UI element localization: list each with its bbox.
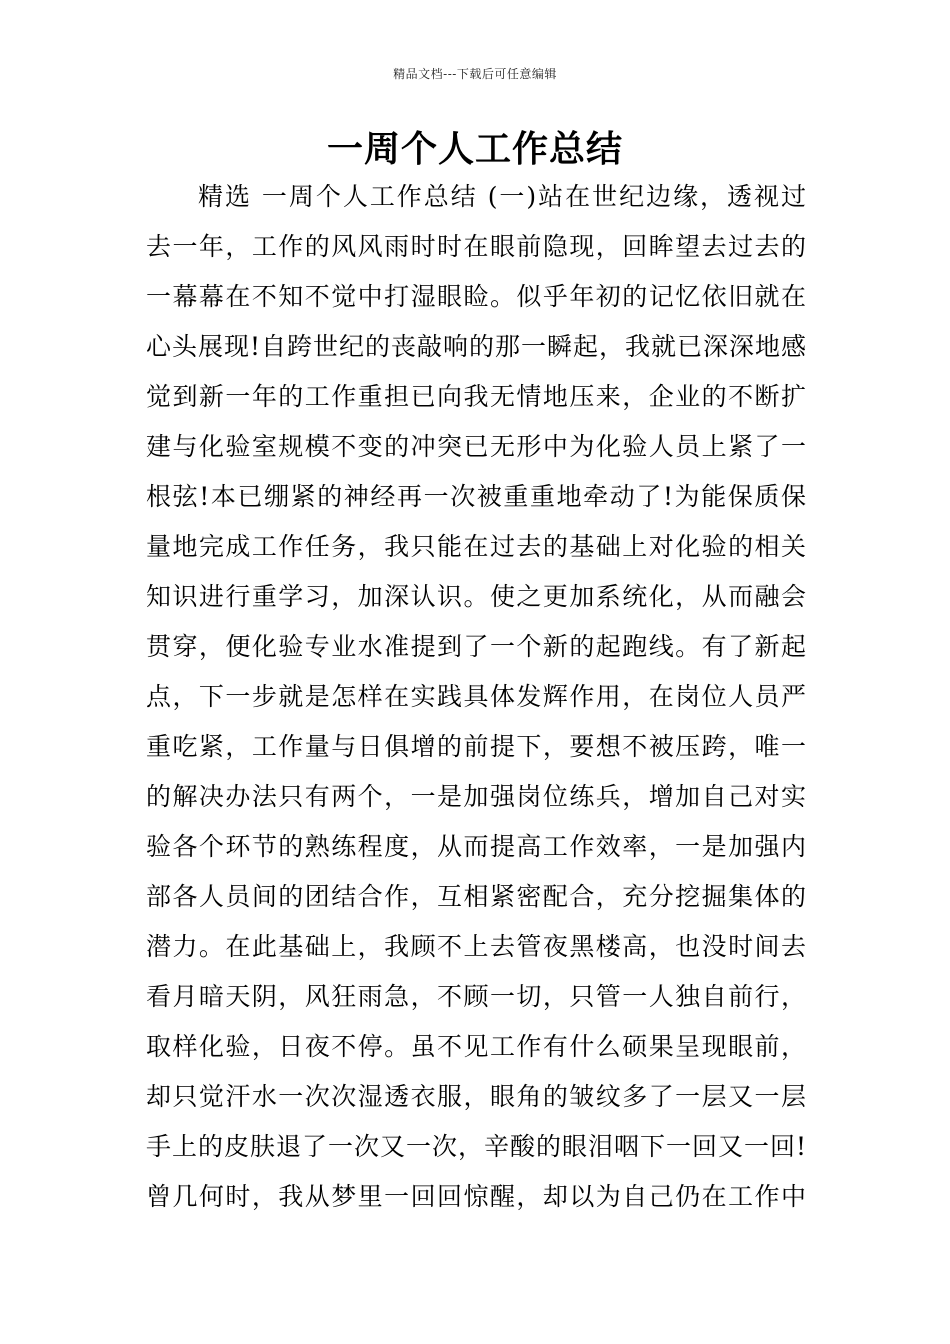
document-title: 一周个人工作总结 bbox=[326, 129, 623, 170]
paragraph-line: 曾几何时，我从梦里一回回惊醒，却以为自己仍在工作中 bbox=[146, 1182, 806, 1211]
paragraph-line: 点，下一步就是怎样在实践具体发辉作用，在岗位人员严 bbox=[146, 682, 806, 711]
paragraph-line: 根弦!本已绷紧的神经再一次被重重地牵动了!为能保质保 bbox=[146, 482, 806, 511]
paragraph-line: 觉到新一年的工作重担已向我无情地压来，企业的不断扩 bbox=[146, 382, 806, 411]
paragraph-line: 精选 一周个人工作总结 (一)站在世纪边缘，透视过 bbox=[198, 182, 806, 211]
paragraph-line: 潜力。在此基础上，我顾不上去管夜黑楼高，也没时间去 bbox=[146, 932, 806, 961]
paragraph-line: 去一年，工作的风风雨时时在眼前隐现，回眸望去过去的 bbox=[146, 232, 806, 261]
paragraph-line: 看月暗天阴，风狂雨急，不顾一切，只管一人独自前行， bbox=[146, 982, 806, 1011]
paragraph-line: 心头展现!自跨世纪的丧敲响的那一瞬起，我就已深深地感 bbox=[146, 332, 806, 361]
paragraph-line: 贯穿，便化验专业水准提到了一个新的起跑线。有了新起 bbox=[146, 632, 806, 661]
paragraph-line: 量地完成工作任务，我只能在过去的基础上对化验的相关 bbox=[146, 532, 806, 561]
paragraph-line: 手上的皮肤退了一次又一次，辛酸的眼泪咽下一回又一回! bbox=[146, 1132, 806, 1161]
document-body bbox=[146, 172, 806, 1222]
paragraph-line: 知识进行重学习，加深认识。使之更加系统化，从而融会 bbox=[146, 582, 806, 611]
page-header: 精品文档---下载后可任意编辑 bbox=[393, 67, 557, 81]
paragraph-line: 却只觉汗水一次次湿透衣服，眼角的皱纹多了一层又一层 bbox=[146, 1082, 806, 1111]
paragraph-line: 建与化验室规模不变的冲突已无形中为化验人员上紧了一 bbox=[146, 432, 806, 461]
paragraph-line: 一幕幕在不知不觉中打湿眼睑。似乎年初的记忆依旧就在 bbox=[146, 282, 806, 311]
paragraph-line: 的解决办法只有两个，一是加强岗位练兵，增加自己对实 bbox=[146, 782, 806, 811]
paragraph-line: 验各个环节的熟练程度，从而提高工作效率，一是加强内 bbox=[146, 832, 806, 861]
paragraph-line: 部各人员间的团结合作，互相紧密配合，充分挖掘集体的 bbox=[146, 882, 806, 911]
paragraph-line: 重吃紧，工作量与日俱增的前提下，要想不被压跨，唯一 bbox=[146, 732, 806, 761]
paragraph-line: 取样化验，日夜不停。虽不见工作有什么硕果呈现眼前， bbox=[146, 1032, 806, 1061]
